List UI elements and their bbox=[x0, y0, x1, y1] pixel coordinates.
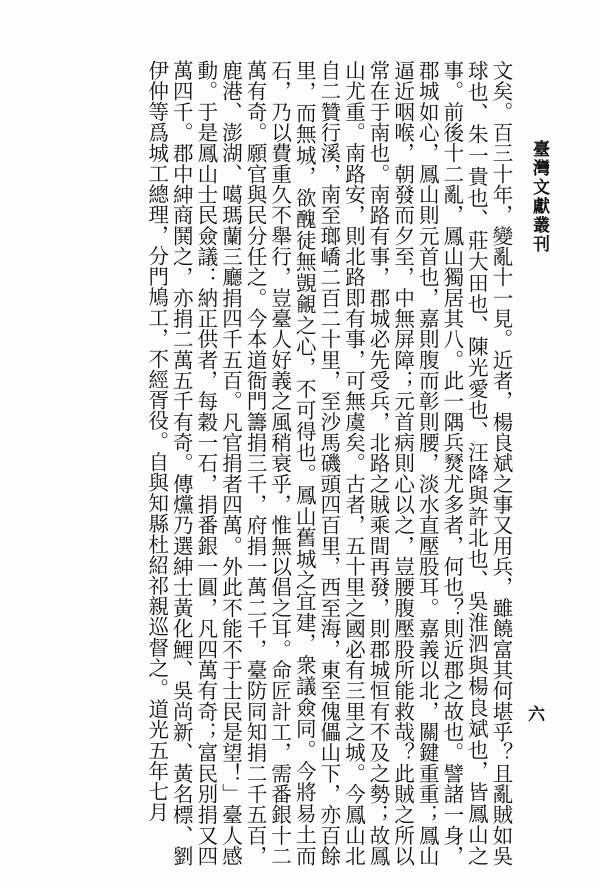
page-number: 六 bbox=[528, 705, 545, 725]
body-text: 文矣。百三十年，變亂十一見。近者，楊良斌之事又用兵，雖饒富其何堪乎？且亂賊如吳球也、朱一貴也、莊大田也、陳光愛也、汪降與許北也、吳淮泗與楊良斌也，皆鳳山之事。前後十二亂，鳳山獨居其八。此一隅兵燹尤多者，何也？則近郡之故也。譬諸一身，郡城如心，鳳山則元首也，嘉則腹而彰則腰，淡水直壓股耳。嘉義以北，關鍵重重；鳳山逼近咽喉，朝發而夕至，中無屏障；元首病則心以之，豈腰腹壓股所能救哉？此賊之所以常在于南也。南路有事，郡城必先受兵，北路之賊乘間再發，則郡城恒有不及之勢；故鳳山尤重。南路安，則北路即有事，可無虞矣。古者，五十里之國必有三里之城。今鳳山北自二贊行溪，南至瑯嶠二百二十里，至沙馬磯頭四百里，西至海，東至傀儡山下，亦百餘里，而無城，欲醜徒無覬覦之心，不可得也。鳳山舊城之宜建，衆議僉同。今將易土而石，乃以費重久不舉行，豈臺人好義之風稍衰乎，惟無以倡之耳。命匠計工，需番銀十二萬有奇。願官與民分任之。今本道衙門籌捐三千，府捐一萬二千，臺防同知捐二千五百，鹿港、澎湖、噶瑪蘭三廳捐四千五百。凡官捐者四萬。外此不能不于士民是望！」臺人感動。于是鳳山士民僉議：納正供者，每穀一石，捐番銀一圓，凡四萬有奇；富民別捐又四萬四千。郡中紳商鬨之，亦捐二萬五千有奇。傳爣乃選紳士黃化鯉、吳尚新、黃名標、劉伊仲等爲城工總理，分門鳩工，不經胥役。自與知縣杜紹祁親巡督之。道光五年七月 bbox=[144, 60, 513, 866]
running-title: 臺灣文獻叢刊 bbox=[529, 140, 549, 254]
